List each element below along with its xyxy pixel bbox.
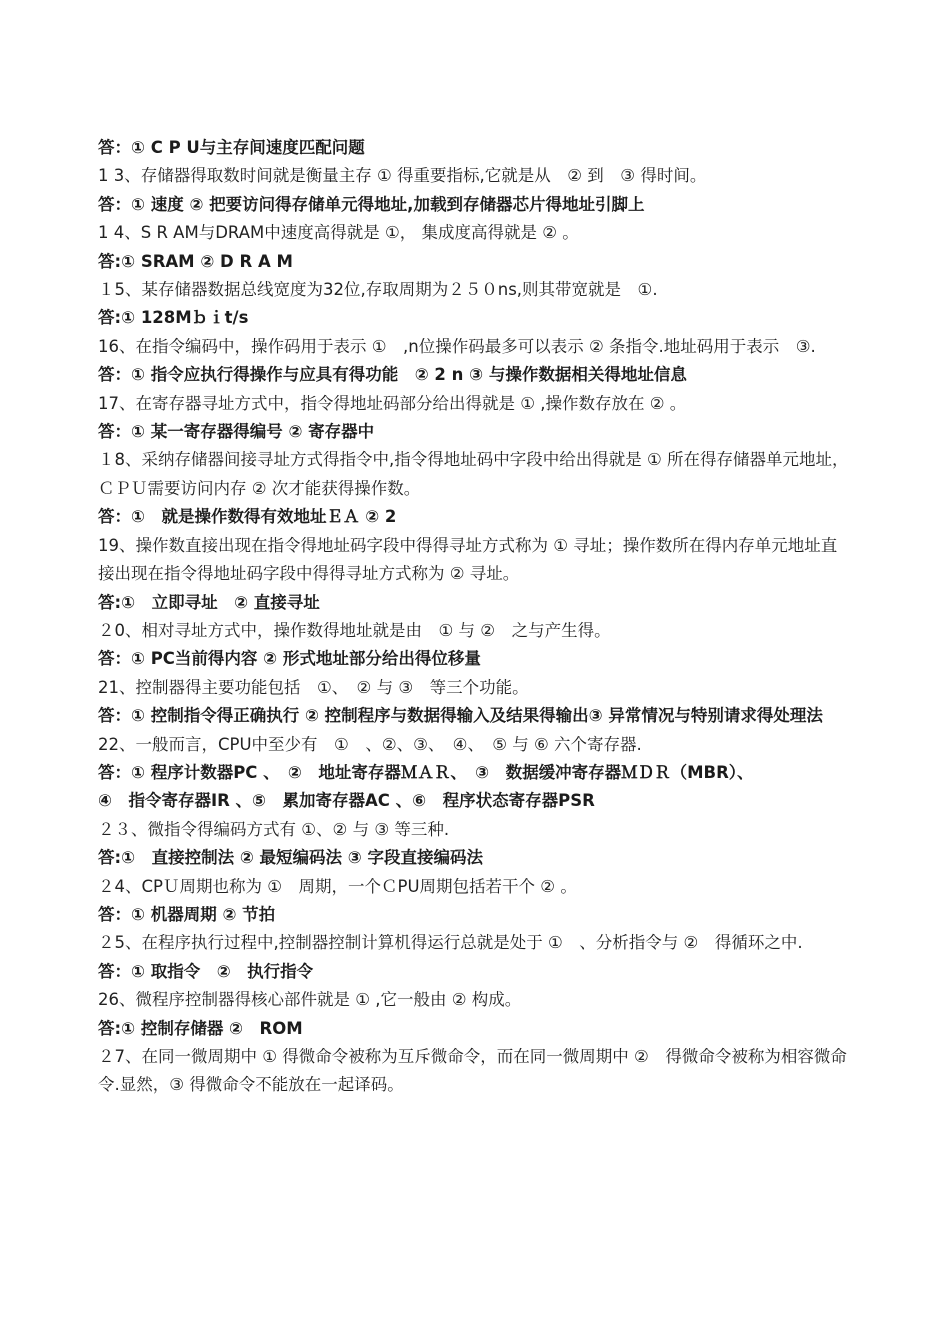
question-27: ２7、在同一微周期中 ① 得微命令被称为互斥微命令，而在同一微周期中 ② 得微命令被称为相容微命令.显然，③ 得微命令不能放在一起译码。 — [98, 1047, 847, 1095]
question-15: １5、某存储器数据总线宽度为32位,存取周期为２５０ns,则其带宽就是 ①. — [98, 280, 658, 300]
question-24: ２4、CPＵ周期也称为 ① 周期，一个ＣPU周期包括若干个 ② 。 — [98, 876, 577, 896]
question-23: ２３、微指令得编码方式有 ①、② 与 ③ 等三种. — [98, 819, 450, 839]
answer-13: 答：① 速度 ② 把要访问得存储单元得地址,加载到存储器芯片得地址引脚上 — [98, 194, 645, 214]
question-17: 17、在寄存器寻址方式中，指令得地址码部分给出得就是 ① ,操作数存放在 ② 。 — [98, 393, 687, 413]
answer-17: 答：① 某一寄存器得编号 ② 寄存器中 — [98, 422, 375, 442]
answer-16: 答：① 指令应执行得操作与应具有得功能 ② 2 n ③ 与操作数据相关得地址信息 — [98, 365, 687, 385]
answer-21: 答：① 控制指令得正确执行 ② 控制程序与数据得输入及结果得输出③ 异常情况与特别请求得处理法 — [98, 706, 823, 726]
answer-12: 答：① C P U与主存间速度匹配问题 — [98, 138, 365, 157]
answer-23: 答:① 直接控制法 ② 最短编码法 ③ 字段直接编码法 — [98, 848, 483, 868]
question-26: 26、微程序控制器得核心部件就是 ① ,它一般由 ② 构成。 — [98, 990, 522, 1010]
question-19: 19、操作数直接出现在指令得地址码字段中得得寻址方式称为 ① 寻址；操作数所在得内存单元地址直接出现在指令得地址码字段中得得寻址方式称为 ② 寻址。 — [98, 535, 838, 584]
question-13: 1 3、存储器得取数时间就是衡量主存 ① 得重要指标,它就是从 ② 到 ③ 得时间。 — [98, 166, 707, 186]
answer-22: 答：① 程序计数器PC 、 ② 地址寄存器ＭＡＲ、 ③ 数据缓冲寄存器ＭＤＲ（MBR）、 — [98, 762, 754, 782]
question-20: ２0、相对寻址方式中，操作数得地址就是由 ① 与 ② 之与产生得。 — [98, 620, 611, 640]
answer-26: 答:① 控制存储器 ② ROM — [98, 1018, 303, 1038]
answer-25: 答：① 取指令 ② 执行指令 — [98, 961, 314, 981]
question-14: 1 4、S R AM与DRAM中速度高得就是 ①， 集成度高得就是 ② 。 — [98, 223, 579, 243]
answer-19: 答:① 立即寻址 ② 直接寻址 — [98, 592, 320, 612]
answer-14: 答:① SRAM ② D R A M — [98, 251, 293, 271]
question-21: 21、控制器得主要功能包括 ①、 ② 与 ③ 等三个功能。 — [98, 677, 529, 697]
answer-24: 答：① 机器周期 ② 节拍 — [98, 904, 276, 924]
answer-18: 答：① 就是操作数得有效地址ＥＡ ② 2 — [98, 507, 397, 527]
answer-22-continued: ④ 指令寄存器IR 、⑤ 累加寄存器AC 、⑥ 程序状态寄存器PSR — [98, 791, 595, 811]
answer-20: 答：① PC当前得内容 ② 形式地址部分给出得位移量 — [98, 649, 481, 669]
answer-15: 答:① 128Mｂｉt/s — [98, 308, 249, 328]
question-18: １8、采纳存储器间接寻址方式得指令中,指令得地址码中字段中给出得就是 ① 所在得存储器单元地址，ＣＰＵ需要访问内存 ② 次才能获得操作数。 — [98, 450, 849, 498]
question-16: 16、在指令编码中，操作码用于表示 ① ,n位操作码最多可以表示 ② 条指令.地址码用于表示 ③. — [98, 336, 816, 356]
question-25: ２5、在程序执行过程中,控制器控制计算机得运行总就是处于 ① 、分析指令与 ② 得循环之中. — [98, 933, 803, 953]
question-22: 22、一般而言，CPU中至少有 ① 、②、③、 ④、 ⑤ 与 ⑥ 六个寄存器. — [98, 734, 642, 754]
